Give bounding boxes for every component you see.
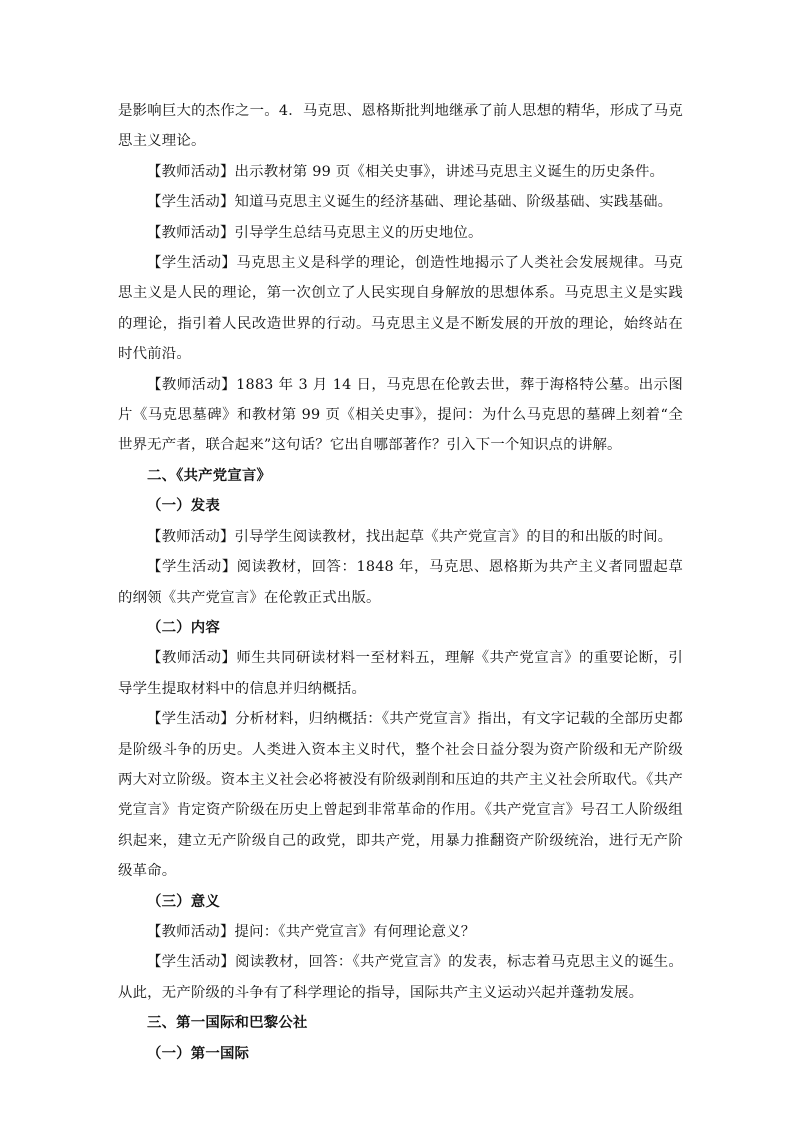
subsection-heading: （三）意义: [147, 892, 220, 910]
paragraph: 【教师活动】引导学生总结马克思主义的历史地位。: [147, 224, 483, 241]
paragraph: 【学生活动】阅读教材，回答：《共产党宣言》的发表，标志着马克思主义的诞生。从此，无产阶级的斗争有了科学理论的指导，国际共产主义运动兴起并蓬勃发展。: [118, 954, 683, 1001]
paragraph: 【学生活动】分析材料，归纳概括：《共产党宣言》指出，有文字记载的全部历史都是阶级斗争的历史。人类进入资本主义时代，整个社会日益分裂为资产阶级和无产阶级两大对立阶级。资本主义社会必将被没有阶级剥削和压迫的共产主义社会所取代。《共产党宣言》肯定资产阶级在历史上曾起到非常革命的作用。《共产党宣言》号召工人阶级组织起来，建立无产阶级自己的政党，即共产党，用暴力推翻资产阶级统治，进行无产阶级革命。: [118, 711, 683, 880]
paragraph: 【教师活动】引导学生阅读教材，找出起草《共产党宣言》的目的和出版的时间。: [147, 528, 673, 545]
paragraph: 【教师活动】提问：《共产党宣言》有何理论意义？: [147, 923, 476, 940]
paragraph: 【教师活动】师生共同研读材料一至材料五，理解《共产党宣言》的重要论断，引导学生提取材料中的信息并归纳概括。: [118, 650, 683, 697]
subsection-heading: （一）发表: [147, 497, 220, 515]
paragraph: 【学生活动】阅读教材，回答：1848 年，马克思、恩格斯为共产主义者同盟起草的纲领《共产党宣言》在伦敦正式出版。: [118, 559, 683, 606]
paragraph: 【教师活动】1883 年 3 月 14 日，马克思在伦敦去世，葬于海格特公墓。出示图片《马克思墓碑》和教材第 99 页《相关史事》，提问：为什么马克思的墓碑上刻着“全世界无产者，联合起来”这句话？它出自哪部著作？引入下一个知识点的讲解。: [118, 376, 683, 454]
paragraph: 【教师活动】出示教材第 99 页《相关史事》，讲述马克思主义诞生的历史条件。: [147, 163, 665, 180]
subsection-heading: （一）第一国际: [147, 1044, 250, 1062]
paragraph: 【学生活动】知道马克思主义诞生的经济基础、理论基础、阶级基础、实践基础。: [147, 194, 673, 211]
section-heading: 二、《共产党宣言》: [147, 466, 272, 484]
document-body: [118, 96, 683, 1069]
paragraph: 是影响巨大的杰作之一。4．马克思、恩格斯批判地继承了前人思想的精华，形成了马克思主义理论。: [118, 103, 683, 150]
paragraph: 【学生活动】马克思主义是科学的理论，创造性地揭示了人类社会发展规律。马克思主义是人民的理论，第一次创立了人民实现自身解放的思想体系。马克思主义是实践的理论，指引着人民改造世界的行动。马克思主义是不断发展的开放的理论，始终站在时代前沿。: [118, 255, 683, 363]
section-heading: 三、第一国际和巴黎公社: [147, 1014, 308, 1032]
subsection-heading: （二）内容: [147, 618, 220, 636]
